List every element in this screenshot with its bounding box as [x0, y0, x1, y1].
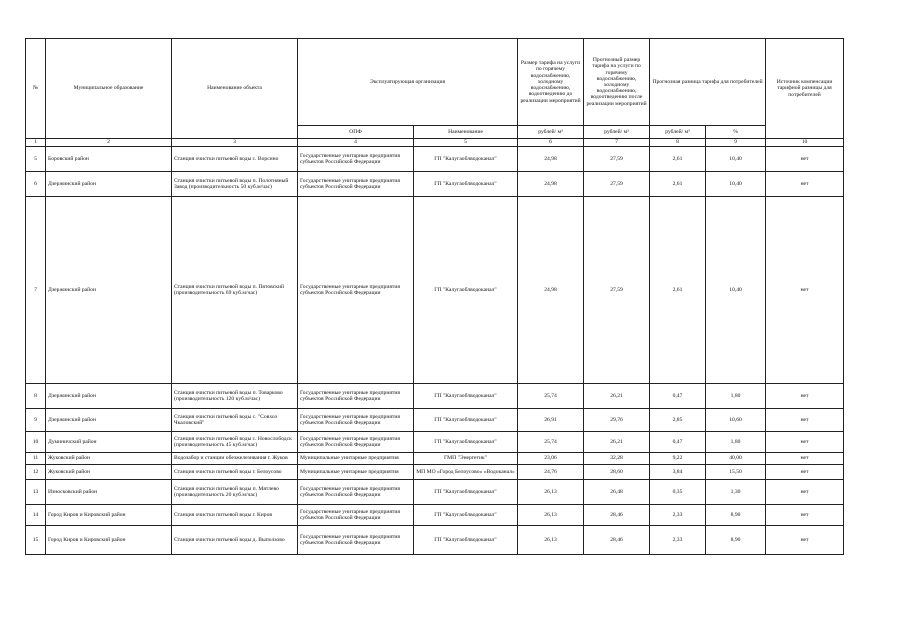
header-tariff-after: Прогнозный размер тарифа на услуги по горячему водоснабжению, холодному водоснабжению, водоотведению после реализации мероприятий	[584, 39, 650, 126]
opf-cell: Государственные унитарные предприятия субъектов Российской Федерации	[298, 480, 414, 505]
organization-cell: ГП "Калугаоблводоканал"	[414, 409, 518, 432]
diff-pct-cell: 8,90	[706, 526, 766, 555]
column-number: 5	[414, 139, 518, 147]
table-row	[26, 453, 844, 465]
column-number-row	[26, 139, 844, 147]
table-row	[26, 147, 844, 172]
municipality-cell: Износковский район	[46, 480, 172, 505]
diff-pct-cell: 15,50	[706, 465, 766, 480]
tariff-after-cell: 29,76	[584, 409, 650, 432]
object-cell: Станция очистки питьевой воды г. Белоусово	[172, 465, 298, 480]
column-number: 2	[46, 139, 172, 147]
tariff-after-cell: 27,59	[584, 172, 650, 197]
municipality-cell: Жуковский район	[46, 465, 172, 480]
row-number: 11	[26, 453, 46, 465]
tariff-after-cell: 28,60	[584, 465, 650, 480]
table-row	[26, 197, 844, 384]
header-num: №	[26, 39, 46, 139]
object-cell: Станция очистки питьевой воды п. Мятлево (производительность 20 куб.м/час)	[172, 480, 298, 505]
organization-cell: ГП "Калугаоблводоканал"	[414, 526, 518, 555]
organization-cell: ГП "Калугаоблводоканал"	[414, 480, 518, 505]
source-cell: нет	[766, 453, 844, 465]
municipality-cell: Дзержинский район	[46, 172, 172, 197]
diff-rub-cell: 0,35	[650, 480, 706, 505]
opf-cell: Государственные унитарные предприятия субъектов Российской Федерации	[298, 172, 414, 197]
opf-cell: Государственные унитарные предприятия субъектов Российской Федерации	[298, 432, 414, 453]
tariff-before-cell: 24,98	[518, 197, 584, 384]
opf-cell: Муниципальные унитарные предприятия	[298, 465, 414, 480]
source-cell: нет	[766, 505, 844, 526]
diff-pct-cell: 10,40	[706, 147, 766, 172]
tariff-after-cell: 27,59	[584, 197, 650, 384]
organization-cell: ГП "Калугаоблводоканал"	[414, 432, 518, 453]
tariff-after-cell: 28,46	[584, 505, 650, 526]
organization-cell: ГП "Калугаоблводоканал"	[414, 147, 518, 172]
tariff-after-cell: 27,59	[584, 147, 650, 172]
diff-rub-cell: 0,47	[650, 432, 706, 453]
object-cell: Водозабор и станции обезжелезивания г. Жуков	[172, 453, 298, 465]
header-opf: ОПФ	[298, 126, 414, 139]
source-cell: нет	[766, 384, 844, 409]
diff-rub-cell: 2,33	[650, 526, 706, 555]
municipality-cell: Жуковский район	[46, 453, 172, 465]
tariff-before-cell: 26,91	[518, 409, 584, 432]
header-object: Наименование объекта	[172, 39, 298, 139]
tariff-before-cell: 24,98	[518, 147, 584, 172]
object-cell: Станция очистки питьевой воды с. Ворсино	[172, 147, 298, 172]
tariff-before-cell: 24,76	[518, 465, 584, 480]
tariff-after-cell: 26,21	[584, 384, 650, 409]
municipality-cell: Город Киров и Кировский район	[46, 526, 172, 555]
organization-cell: ГП "Калугаоблводоканал"	[414, 384, 518, 409]
municipality-cell: Дзержинский район	[46, 197, 172, 384]
object-cell: Станция очистки питьевой воды п. Полотняный Завод (производительность 50 куб.м/час)	[172, 172, 298, 197]
source-cell: нет	[766, 172, 844, 197]
column-number: 4	[298, 139, 414, 147]
table-row	[26, 384, 844, 409]
object-cell: Станция очистки питьевой воды с. Новослободск (производительность 45 куб.м/час)	[172, 432, 298, 453]
row-number: 15	[26, 526, 46, 555]
organization-cell: ГП "Калугаоблводоканал"	[414, 505, 518, 526]
municipality-cell: Дзержинский район	[46, 384, 172, 409]
source-cell: нет	[766, 197, 844, 384]
column-number: 10	[766, 139, 844, 147]
table-row	[26, 172, 844, 197]
row-number: 6	[26, 172, 46, 197]
diff-pct-cell: 1,30	[706, 480, 766, 505]
header-unit-pct: %	[706, 126, 766, 139]
opf-cell: Государственные унитарные предприятия субъектов Российской Федерации	[298, 505, 414, 526]
opf-cell: Государственные унитарные предприятия субъектов Российской Федерации	[298, 384, 414, 409]
diff-rub-cell: 0,47	[650, 384, 706, 409]
source-cell: нет	[766, 526, 844, 555]
opf-cell: Государственные унитарные предприятия субъектов Российской Федерации	[298, 147, 414, 172]
table-row	[26, 409, 844, 432]
object-cell: Станция очистки питьевой воды с. "Совхоз Чкаловский"	[172, 409, 298, 432]
header-unit-diff: рублей/ м³	[650, 126, 706, 139]
column-number: 3	[172, 139, 298, 147]
tariff-after-cell: 28,46	[584, 526, 650, 555]
object-cell: Станция очистки питьевой воды п. Товарково (производительность 120 куб.м/час)	[172, 384, 298, 409]
diff-rub-cell: 9,22	[650, 453, 706, 465]
organization-cell: МП МО «Город Белоусово» «Водоканал»	[414, 465, 518, 480]
header-unit-before: рублей/ м³	[518, 126, 584, 139]
row-number: 12	[26, 465, 46, 480]
diff-pct-cell: 10,60	[706, 409, 766, 432]
diff-pct-cell: 40,00	[706, 453, 766, 465]
header-operator: Эксплуатирующая организация	[298, 39, 518, 126]
tariff-before-cell: 23,06	[518, 453, 584, 465]
organization-cell: ГП "Калугаоблводоканал"	[414, 197, 518, 384]
object-cell: Станция очистки питьевой воды п. Пятовский (производительность 69 куб.м/час)	[172, 197, 298, 384]
table-row	[26, 505, 844, 526]
column-number: 1	[26, 139, 46, 147]
tariff-before-cell: 24,98	[518, 172, 584, 197]
row-number: 7	[26, 197, 46, 384]
source-cell: нет	[766, 465, 844, 480]
diff-rub-cell: 2,61	[650, 172, 706, 197]
tariff-before-cell: 26,13	[518, 505, 584, 526]
municipality-cell: Город Киров и Кировский район	[46, 505, 172, 526]
organization-cell: ГМП "Энергетик"	[414, 453, 518, 465]
row-number: 14	[26, 505, 46, 526]
header-forecast-diff: Прогнозная разница тарифа для потребителей	[650, 39, 766, 126]
diff-pct-cell: 8,90	[706, 505, 766, 526]
column-number: 8	[650, 139, 706, 147]
source-cell: нет	[766, 480, 844, 505]
table-row	[26, 526, 844, 555]
object-cell: Станция очистки питьевой воды д. Выползово	[172, 526, 298, 555]
row-number: 8	[26, 384, 46, 409]
column-number: 6	[518, 139, 584, 147]
diff-pct-cell: 1,80	[706, 384, 766, 409]
opf-cell: Государственные унитарные предприятия субъектов Российской Федерации	[298, 409, 414, 432]
municipality-cell: Боровский район	[46, 147, 172, 172]
source-cell: нет	[766, 147, 844, 172]
column-number: 9	[706, 139, 766, 147]
header-name: Наименование	[414, 126, 518, 139]
row-number: 9	[26, 409, 46, 432]
tariff-before-cell: 25,74	[518, 384, 584, 409]
diff-rub-cell: 2,85	[650, 409, 706, 432]
opf-cell: Государственные унитарные предприятия субъектов Российской Федерации	[298, 197, 414, 384]
municipality-cell: Думиничский район	[46, 432, 172, 453]
header-tariff-before: Размер тарифа на услуги по горячему водоснабжению, холодному водоснабжению, водоотведению до реализации мероприятий	[518, 39, 584, 126]
column-number: 7	[584, 139, 650, 147]
row-number: 10	[26, 432, 46, 453]
tariff-before-cell: 26,13	[518, 480, 584, 505]
diff-pct-cell: 1,80	[706, 432, 766, 453]
source-cell: нет	[766, 409, 844, 432]
diff-rub-cell: 2,61	[650, 197, 706, 384]
table-row	[26, 480, 844, 505]
diff-pct-cell: 10,40	[706, 172, 766, 197]
header-unit-after: рублей/ м³	[584, 126, 650, 139]
tariff-table	[25, 38, 844, 555]
tariff-before-cell: 26,13	[518, 526, 584, 555]
tariff-after-cell: 26,48	[584, 480, 650, 505]
header-source: Источник компенсации тарифной разницы для потребителей	[766, 39, 844, 139]
row-number: 5	[26, 147, 46, 172]
table-row	[26, 432, 844, 453]
municipality-cell: Дзержинский район	[46, 409, 172, 432]
table-row	[26, 465, 844, 480]
tariff-after-cell: 26,21	[584, 432, 650, 453]
tariff-before-cell: 25,74	[518, 432, 584, 453]
header-municipality: Муниципальное образование	[46, 39, 172, 139]
opf-cell: Муниципальные унитарные предприятия	[298, 453, 414, 465]
diff-pct-cell: 10,40	[706, 197, 766, 384]
source-cell: нет	[766, 432, 844, 453]
tariff-after-cell: 32,28	[584, 453, 650, 465]
diff-rub-cell: 2,61	[650, 147, 706, 172]
diff-rub-cell: 3,84	[650, 465, 706, 480]
object-cell: Станция очистки питьевой воды г. Киров	[172, 505, 298, 526]
opf-cell: Государственные унитарные предприятия субъектов Российской Федерации	[298, 526, 414, 555]
diff-rub-cell: 2,33	[650, 505, 706, 526]
row-number: 13	[26, 480, 46, 505]
organization-cell: ГП "Калугаоблводоканал"	[414, 172, 518, 197]
